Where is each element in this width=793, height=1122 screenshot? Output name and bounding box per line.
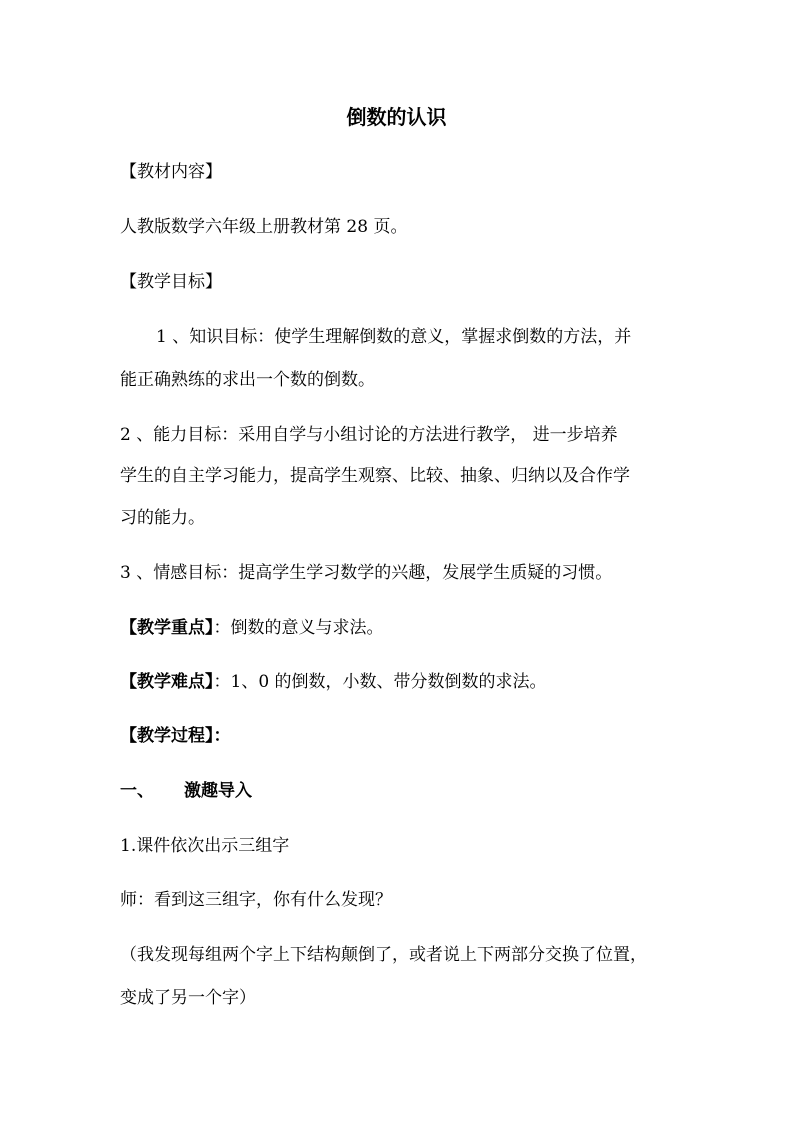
section-heading-material: 【教材内容】 [120,162,222,182]
key-point-label: 【教学重点】 [120,618,214,638]
section-heading-goals: 【教学目标】 [120,272,222,292]
answer-line-2: 变成了另一个字） [120,988,256,1008]
difficulty-label: 【教学难点】 [120,672,214,692]
part-1-heading [120,779,252,803]
material-text: 人教版数学六年级上册教材第 28 页。 [120,217,408,237]
part-1-title: 激趣导入 [184,781,252,801]
process-label: 【教学过程】 [120,726,214,746]
key-point [120,616,384,640]
process-heading [120,724,231,748]
process-colon: ： [213,726,231,746]
goal-2-line-1: 2 、能力目标：采用自学与小组讨论的方法进行教学， 进一步培养 [120,425,618,445]
difficulty-text: ：1、0 的倒数，小数、带分数倒数的求法。 [213,672,547,692]
goal-3: 3 、情感目标：提高学生学习数学的兴趣，发展学生质疑的习惯。 [120,563,613,583]
step-1: 1.课件依次出示三组字 [120,836,290,856]
document-title: 倒数的认识 [346,105,447,129]
goal-1-line-1: 1 、知识目标：使学生理解倒数的意义，掌握求倒数的方法，并 [156,327,632,347]
goal-2-line-3: 习的能力。 [120,508,205,528]
teacher-line: 师：看到这三组字，你有什么发现？ [120,890,392,910]
goal-1-line-2: 能正确熟练的求出一个数的倒数。 [120,370,375,390]
difficulty [120,670,547,694]
goal-2-line-2: 学生的自主学习能力，提高学生观察、比较、抽象、归纳以及合作学 [120,466,630,486]
part-1-number: 一、 [120,781,154,801]
answer-line-1: （我发现每组两个字上下结构颠倒了，或者说上下两部分交换了位置， [120,945,647,965]
key-point-text: ：倒数的意义与求法。 [213,618,384,638]
